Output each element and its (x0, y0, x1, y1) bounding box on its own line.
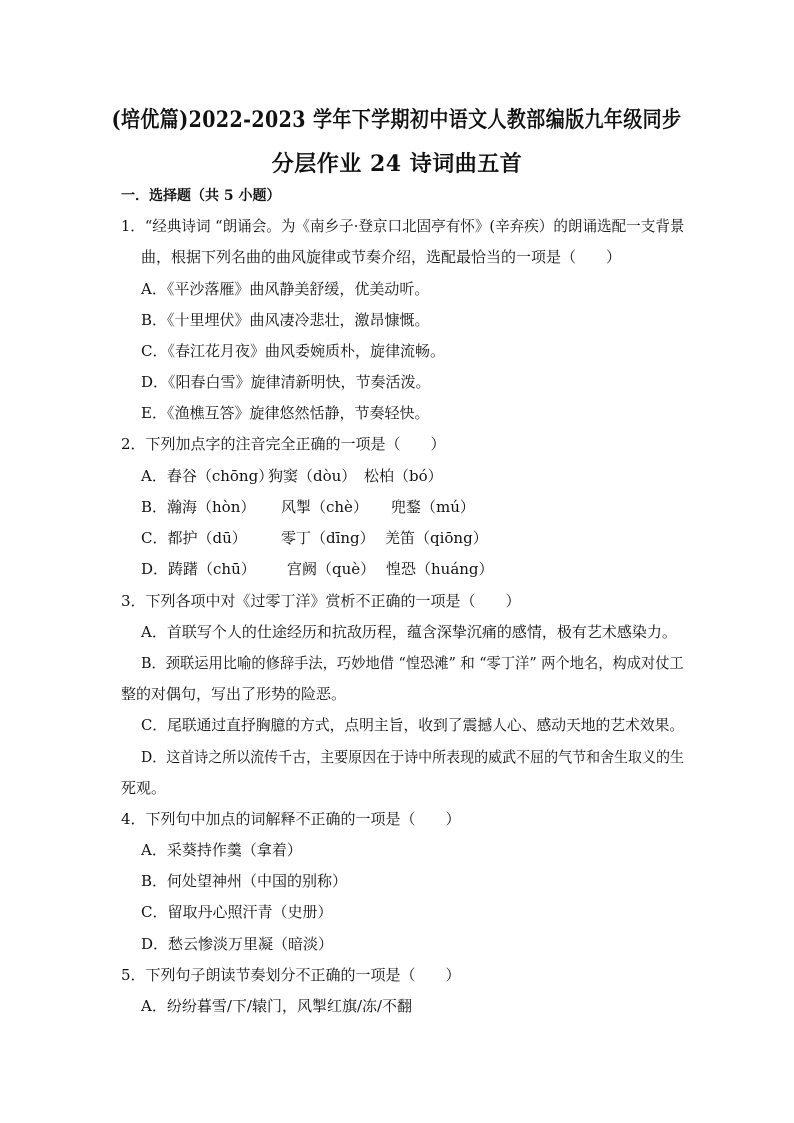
q1-option-b: B．《十里埋伏》曲风凄冷悲壮，激昂慷慨。 (141, 311, 430, 329)
q2-option-a-item-1: A．舂谷（chōng） (141, 467, 274, 485)
q1-stem-line-2: 曲，根据下列名曲的曲风旋律或节奏介绍，选配最恰当的一项是（ ） (141, 248, 622, 266)
q3-option-d-line-1: D．这首诗之所以流传千古，主要原因在于诗中所表现的威武不屈的气节和舍生取义的生 (141, 748, 685, 766)
q3-option-b-line-1: B．颈联运用比喻的修辞手法，巧妙地借 “惶恐滩” 和 “零丁洋” 两个地名，构成对仗工 (141, 654, 684, 672)
q2-stem: 2．下列加点字的注音完全正确的一项是（ ） (121, 435, 446, 453)
q5-stem: 5．下列句子朗读节奏划分不正确的一项是（ ） (121, 966, 461, 984)
q2-option-d-item-3: 惶恐（huáng） (386, 560, 494, 578)
q2-option-b-item-2: 风掣（chè） (281, 498, 368, 516)
q3-option-b-line-2: 整的对偶句，写出了形势的险恶。 (121, 685, 347, 703)
q2-option-c-item-2: 零丁（dīng） (281, 529, 375, 547)
q2-option-c-item-3: 羌笛（qiōng） (385, 529, 488, 547)
q2-option-c-item-1: C．都护（dū） (141, 529, 247, 547)
q2-option-d-item-2: 宫阙（què） (287, 560, 376, 578)
q3-option-c: C．尾联通过直抒胸臆的方式，点明主旨，收到了震撼人心、感动天地的艺术效果。 (141, 716, 685, 734)
q1-option-d: D．《阳春白雪》旋律清新明快，节奏活泼。 (141, 373, 431, 391)
q4-option-b: B．何处望神州（中国的别称） (141, 872, 348, 890)
q4-option-a: A．采葵持作羹（拿着） (141, 841, 302, 859)
q4-option-d: D．愁云惨淡万里凝（暗淡） (141, 935, 334, 953)
q2-option-b-item-1: B．瀚海（hòn） (141, 498, 256, 516)
q1-option-c: C．《春江花月夜》曲风委婉质朴，旋律流畅。 (141, 342, 445, 360)
q2-option-b-item-3: 兜鍪（mú） (391, 498, 475, 516)
q2-option-a-item-3: 松柏（bó） (364, 467, 443, 485)
q1-option-a: A．《平沙落雁》曲风静美舒缓，优美动听。 (141, 280, 430, 298)
q2-option-a-item-2: 狗窦（dòu） (268, 467, 357, 485)
q5-option-a: A．纷纷暮雪/下/辕门，风掣红旗/冻/不翻 (141, 997, 413, 1015)
q2-option-d-item-1: D．踌躇（chū） (141, 560, 256, 578)
q4-stem: 4．下列句中加点的词解释不正确的一项是（ ） (121, 810, 461, 828)
q1-option-e: E．《渔樵互答》旋律悠然恬静，节奏轻快。 (141, 404, 430, 422)
q3-option-a: A．首联写个人的仕途经历和抗敌历程，蕴含深挚沉痛的感情，极有艺术感染力。 (141, 623, 677, 641)
q3-stem: 3．下列各项中对《过零丁洋》赏析不正确的一项是（ ） (121, 592, 521, 610)
q1-stem-line-1: 1．“经典诗词 “朗诵会。为《南乡子·登京口北固亭有怀》(辛弃疾）的朗诵选配一支背景 (121, 217, 685, 235)
title-line-1: (培优篇)2022-2023 学年下学期初中语文人教部编版九年级同步 (112, 107, 682, 133)
title-line-2: 分层作业 24 诗词曲五首 (271, 151, 523, 177)
q4-option-c: C．留取丹心照汗青（史册） (141, 903, 333, 921)
q3-option-d-line-2: 死观。 (121, 779, 167, 797)
section-heading: 一．选择题（共 5 小题） (121, 188, 281, 204)
